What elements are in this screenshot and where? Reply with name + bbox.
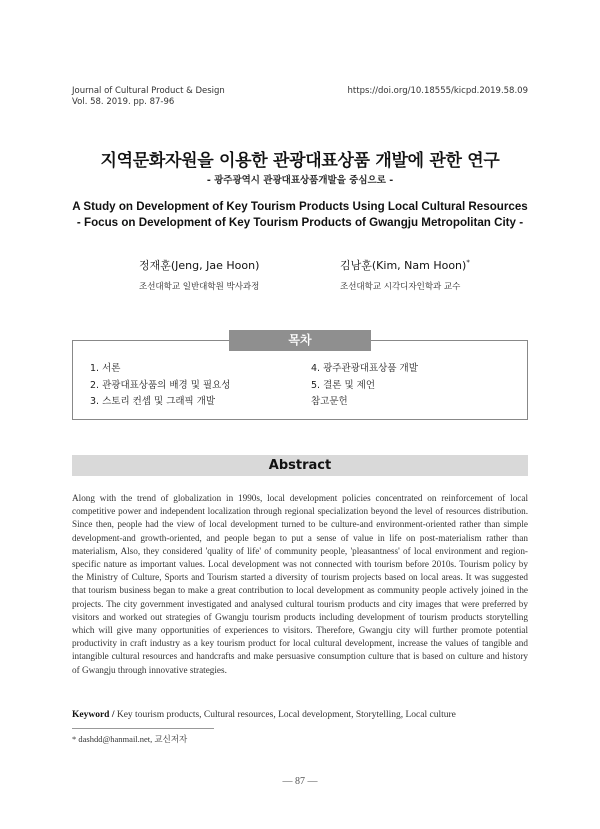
- english-title-line: A Study on Development of Key Tourism Products Using Local Cultural Resources: [72, 200, 528, 213]
- english-subtitle-line: - Focus on Development of Key Tourism Products of Gwangju Metropolitan City -: [76, 216, 524, 229]
- footnote-divider: [72, 728, 214, 729]
- journal-volume: Vol. 58. 2019. pp. 87-96: [72, 97, 175, 107]
- keywords: [72, 710, 528, 720]
- paper-title-english: [0, 199, 600, 231]
- paper-title-korean: 지역문화자원을 이용한 관광대표상품 개발에 관한 연구: [100, 151, 500, 171]
- journal-header: [72, 86, 225, 108]
- toc-item: 3. 스토리 컨셉 및 그래픽 개발: [90, 396, 216, 407]
- author-affiliation: 조선대학교 일반대학원 박사과정: [139, 282, 260, 292]
- toc-column-right: [311, 361, 418, 411]
- keywords-label: Keyword /: [72, 710, 115, 720]
- toc-item: 4. 광주관광대표상품 개발: [311, 363, 418, 374]
- doi-link[interactable]: https://doi.org/10.18555/kicpd.2019.58.09: [347, 86, 528, 96]
- toc-item: 1. 서론: [90, 363, 121, 374]
- journal-name: Journal of Cultural Product & Design: [72, 86, 225, 96]
- paper-subtitle-korean: - 광주광역시 관광대표상품개발을 중심으로 -: [206, 175, 394, 186]
- author-affiliation: 조선대학교 시각디자인학과 교수: [340, 282, 461, 292]
- abstract-body: [72, 492, 528, 677]
- author-name: 정재훈(Jeng, Jae Hoon): [139, 259, 260, 272]
- footnote: * dashdd@hanmail.net, 교신저자: [72, 734, 188, 744]
- author-name: 김남훈(Kim, Nam Hoon): [340, 259, 467, 272]
- toc-column-left: [90, 361, 230, 411]
- toc-label: 목차: [229, 330, 371, 351]
- abstract-paragraph: Along with the trend of globalization in 1990s, local development policies concentrated on reinforcement of local competitive power and independent localization through regional specialization beyond the level of resources distribution. Since then, people had the view of local development turned to be culture-and environment-oriented rather than simple development-and growth-oriented, and people began to put a sense of value in life on post-materialism rather than materialism, Also, they considered 'quality of life' of community people, 'pleasantness' of local environment and region-specific nature as important values. Local development was not connected with tourism before 2010s. Tourism policy by the Ministry of Culture, Sports and Tourism started a diversity of tourism projects based on local areas. It was suggested that tourism business began to make a great contribution to local development as community people actively joined in the projects. The city government investigated and analysed cultural tourism products and city images that were preferred by visitors and worked out strategies of Gwangju tourism products including development of tourism products storytelling which will give many opportunities of experiences to visitors. Therefore, Gwangju city will further promote potential productivity in craft industry as a key tourism product for local cultural development, increase the values of tangible and intangible cultural resources and handcrafts and make persuasive consumption culture that is based on culture and history of Gwangju through innovative strategies.: [72, 493, 528, 675]
- toc-item: 2. 관광대표상품의 배경 및 필요성: [90, 379, 231, 391]
- abstract-heading: Abstract: [72, 455, 528, 476]
- corresponding-mark: *: [466, 258, 470, 267]
- author-2: [340, 257, 470, 292]
- toc-item: 참고문헌: [311, 396, 348, 407]
- author-1: [139, 257, 259, 292]
- keywords-text: Key tourism products, Cultural resources, Local development, Storytelling, Local culture: [116, 710, 456, 720]
- toc-item: 5. 결론 및 제언: [311, 379, 376, 391]
- page-number: — 87 —: [282, 776, 318, 787]
